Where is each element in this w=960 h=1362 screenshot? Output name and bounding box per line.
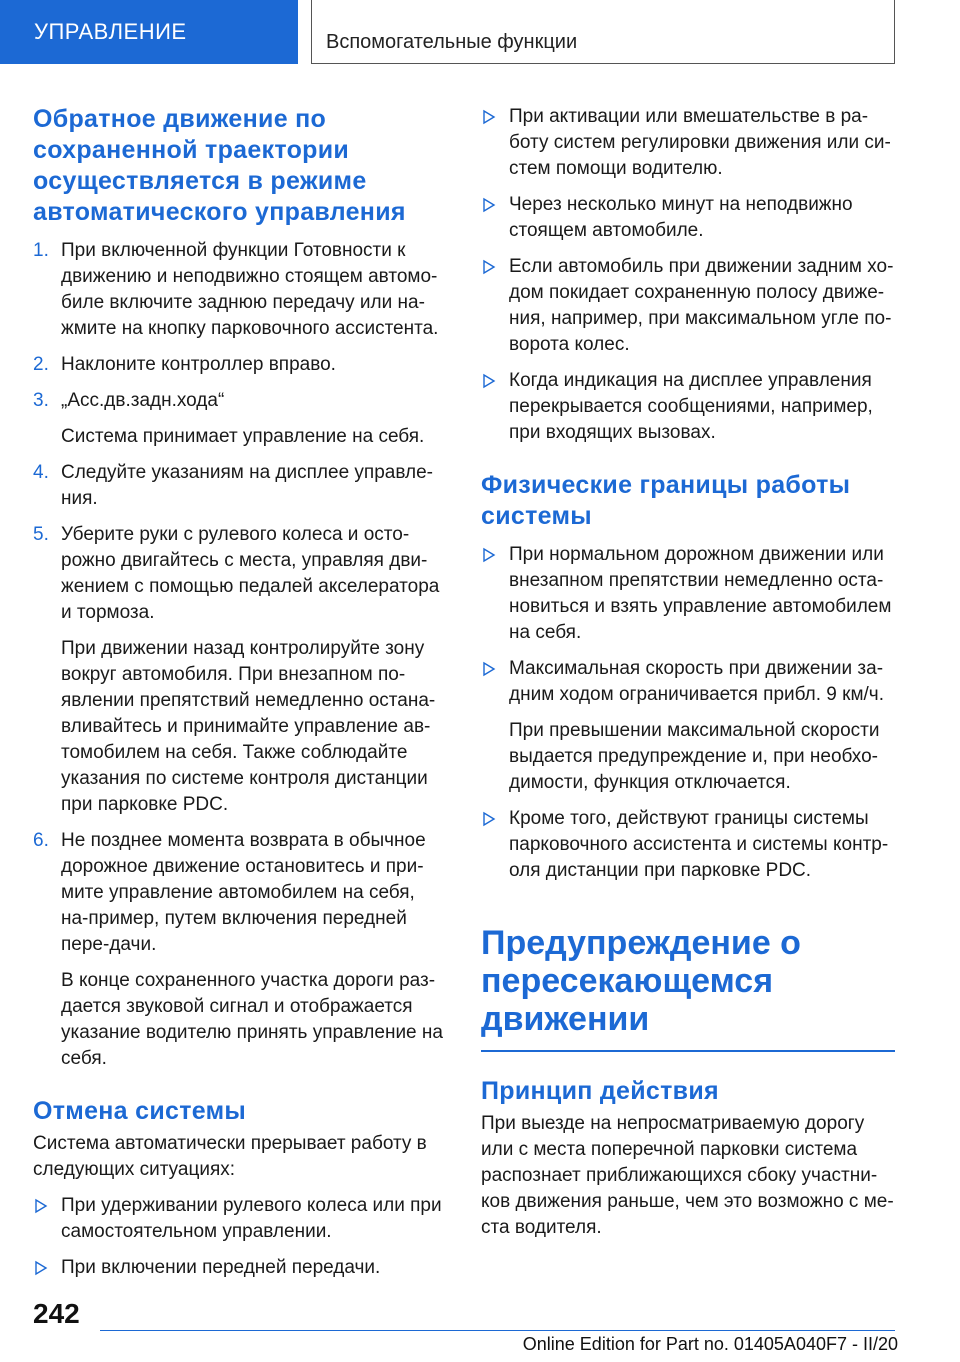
step-text: Следуйте указаниям на дисплее управле-ния.	[61, 462, 433, 509]
right-column	[481, 104, 895, 1251]
section-tab: УПРАВЛЕНИЕ	[0, 0, 298, 64]
bullet-triangle-icon	[482, 257, 496, 277]
step-text: При включенной функции Готовности к движению и неподвижно стоящем автомо-биле включите заднюю передачу или на-жмите на кнопку парковочного ассистента.	[61, 240, 439, 339]
list-item	[481, 542, 895, 646]
list-item	[33, 1255, 447, 1281]
step-note: Система принимает управление на себя.	[61, 426, 425, 447]
bullet-triangle-icon	[34, 1196, 48, 1216]
list-item	[481, 806, 895, 884]
bullet-triangle-icon	[482, 195, 496, 215]
step-note: В конце сохраненного участка дороги раз-дается звуковой сигнал и отображается указание водителю принять управление на себя.	[61, 970, 443, 1069]
step-item	[33, 522, 447, 818]
list-item-text: При активации или вмешательстве в ра-боту систем регулировки движения или си-стем помощи водителю.	[509, 106, 891, 179]
step-number: 6.	[33, 830, 49, 851]
limits-list	[481, 542, 895, 884]
bullet-triangle-icon	[34, 1258, 48, 1278]
list-item-text: При нормальном дорожном движении или внезапном препятствии немедленно оста-новиться и взять управление автомобилем на себя.	[509, 544, 892, 643]
bullet-triangle-icon	[482, 371, 496, 391]
list-item-text: Максимальная скорость при движении за-дним ходом ограничивается прибл. 9 км/ч.	[509, 658, 884, 705]
list-item	[481, 104, 895, 182]
chapter-heading-rule	[481, 1050, 895, 1052]
section-heading-reverse-guidance: Обратное движение по сохраненной траектории осуществляется в режиме автоматического управления	[33, 105, 406, 226]
chapter-heading-cross-traffic: Предупреждение о пересекающемся движении	[481, 924, 801, 1038]
cancel-list-continued	[481, 104, 895, 446]
list-item-text: Кроме того, действуют границы системы парковочного ассистента и системы контр-оля дистанции при парковке PDC.	[509, 808, 889, 881]
cancel-list	[33, 1193, 447, 1281]
step-text: „Асс.дв.задн.хода“	[61, 390, 225, 411]
left-column	[33, 104, 447, 1291]
list-item	[33, 1193, 447, 1245]
list-item-note: При превышении максимальной скорости выдается предупреждение и, при необхо-димости, функция отключается.	[509, 720, 880, 793]
cancel-intro: Система автоматически прерывает работу в следующих ситуациях:	[33, 1133, 427, 1180]
list-item-text: Когда индикация на дисплее управления перекрывается сообщениями, например, при входящих вызовах.	[509, 370, 873, 443]
list-item-text: При включении передней передачи.	[61, 1257, 381, 1278]
bullet-triangle-icon	[482, 659, 496, 679]
section-heading-cancel: Отмена системы	[33, 1097, 247, 1125]
step-item	[33, 238, 447, 342]
list-item	[481, 192, 895, 244]
step-note: При движении назад контролируйте зону вокруг автомобиля. При внезапном по-явлении препятствий немедленно остана-вливайтесь и принимайте управление ав-томобилем на себя. Также соблюдайте указания по системе контроля дистанции при парковке PDC.	[61, 638, 436, 815]
section-heading-limits: Физические границы работы системы	[481, 471, 851, 530]
step-number: 2.	[33, 354, 49, 375]
step-text: Уберите руки с рулевого колеса и осто-рожно двигайтесь с места, управляя дви-жением с помощью педалей акселератора и тормоза.	[61, 524, 440, 623]
list-item	[481, 656, 895, 796]
steps-list	[33, 238, 447, 1072]
step-item	[33, 388, 447, 450]
step-number: 1.	[33, 240, 49, 261]
bullet-triangle-icon	[482, 545, 496, 565]
section-heading-principle: Принцип действия	[481, 1077, 719, 1105]
step-number: 4.	[33, 462, 49, 483]
edition-text: Online Edition for Part no. 01405A040F7 - II/20	[522, 1334, 898, 1354]
step-item	[33, 352, 447, 378]
list-item-text: Через несколько минут на неподвижно стоящем автомобиле.	[509, 194, 853, 241]
step-text: Не позднее момента возврата в обычное дорожное движение остановитесь и при-мите управление автомобилем на себя, на-пример, путем включения передней пере-дачи.	[61, 830, 426, 955]
list-item	[481, 368, 895, 446]
list-item-text: При удерживании рулевого колеса или при самостоятельном управлении.	[61, 1195, 442, 1242]
chapter-title: Вспомогательные функции	[311, 0, 895, 64]
principle-text: При выезде на непросматриваемую дорогу или с места поперечной парковки система распознает приближающихся сбоку участни-ков движения раньше, чем это возможно с ме-ста водителя.	[481, 1113, 894, 1238]
step-number: 3.	[33, 390, 49, 411]
step-item	[33, 828, 447, 1072]
list-item-text: Если автомобиль при движении задним хо-дом покидает сохраненную полосу движе-ния, например, при максимальном угле по-ворота колес.	[509, 256, 894, 355]
list-item	[481, 254, 895, 358]
footer-rule	[100, 1330, 895, 1331]
page-number: 242	[33, 1298, 80, 1329]
bullet-triangle-icon	[482, 107, 496, 127]
step-text: Наклоните контроллер вправо.	[61, 354, 336, 375]
step-number: 5.	[33, 524, 49, 545]
step-item	[33, 460, 447, 512]
bullet-triangle-icon	[482, 809, 496, 829]
